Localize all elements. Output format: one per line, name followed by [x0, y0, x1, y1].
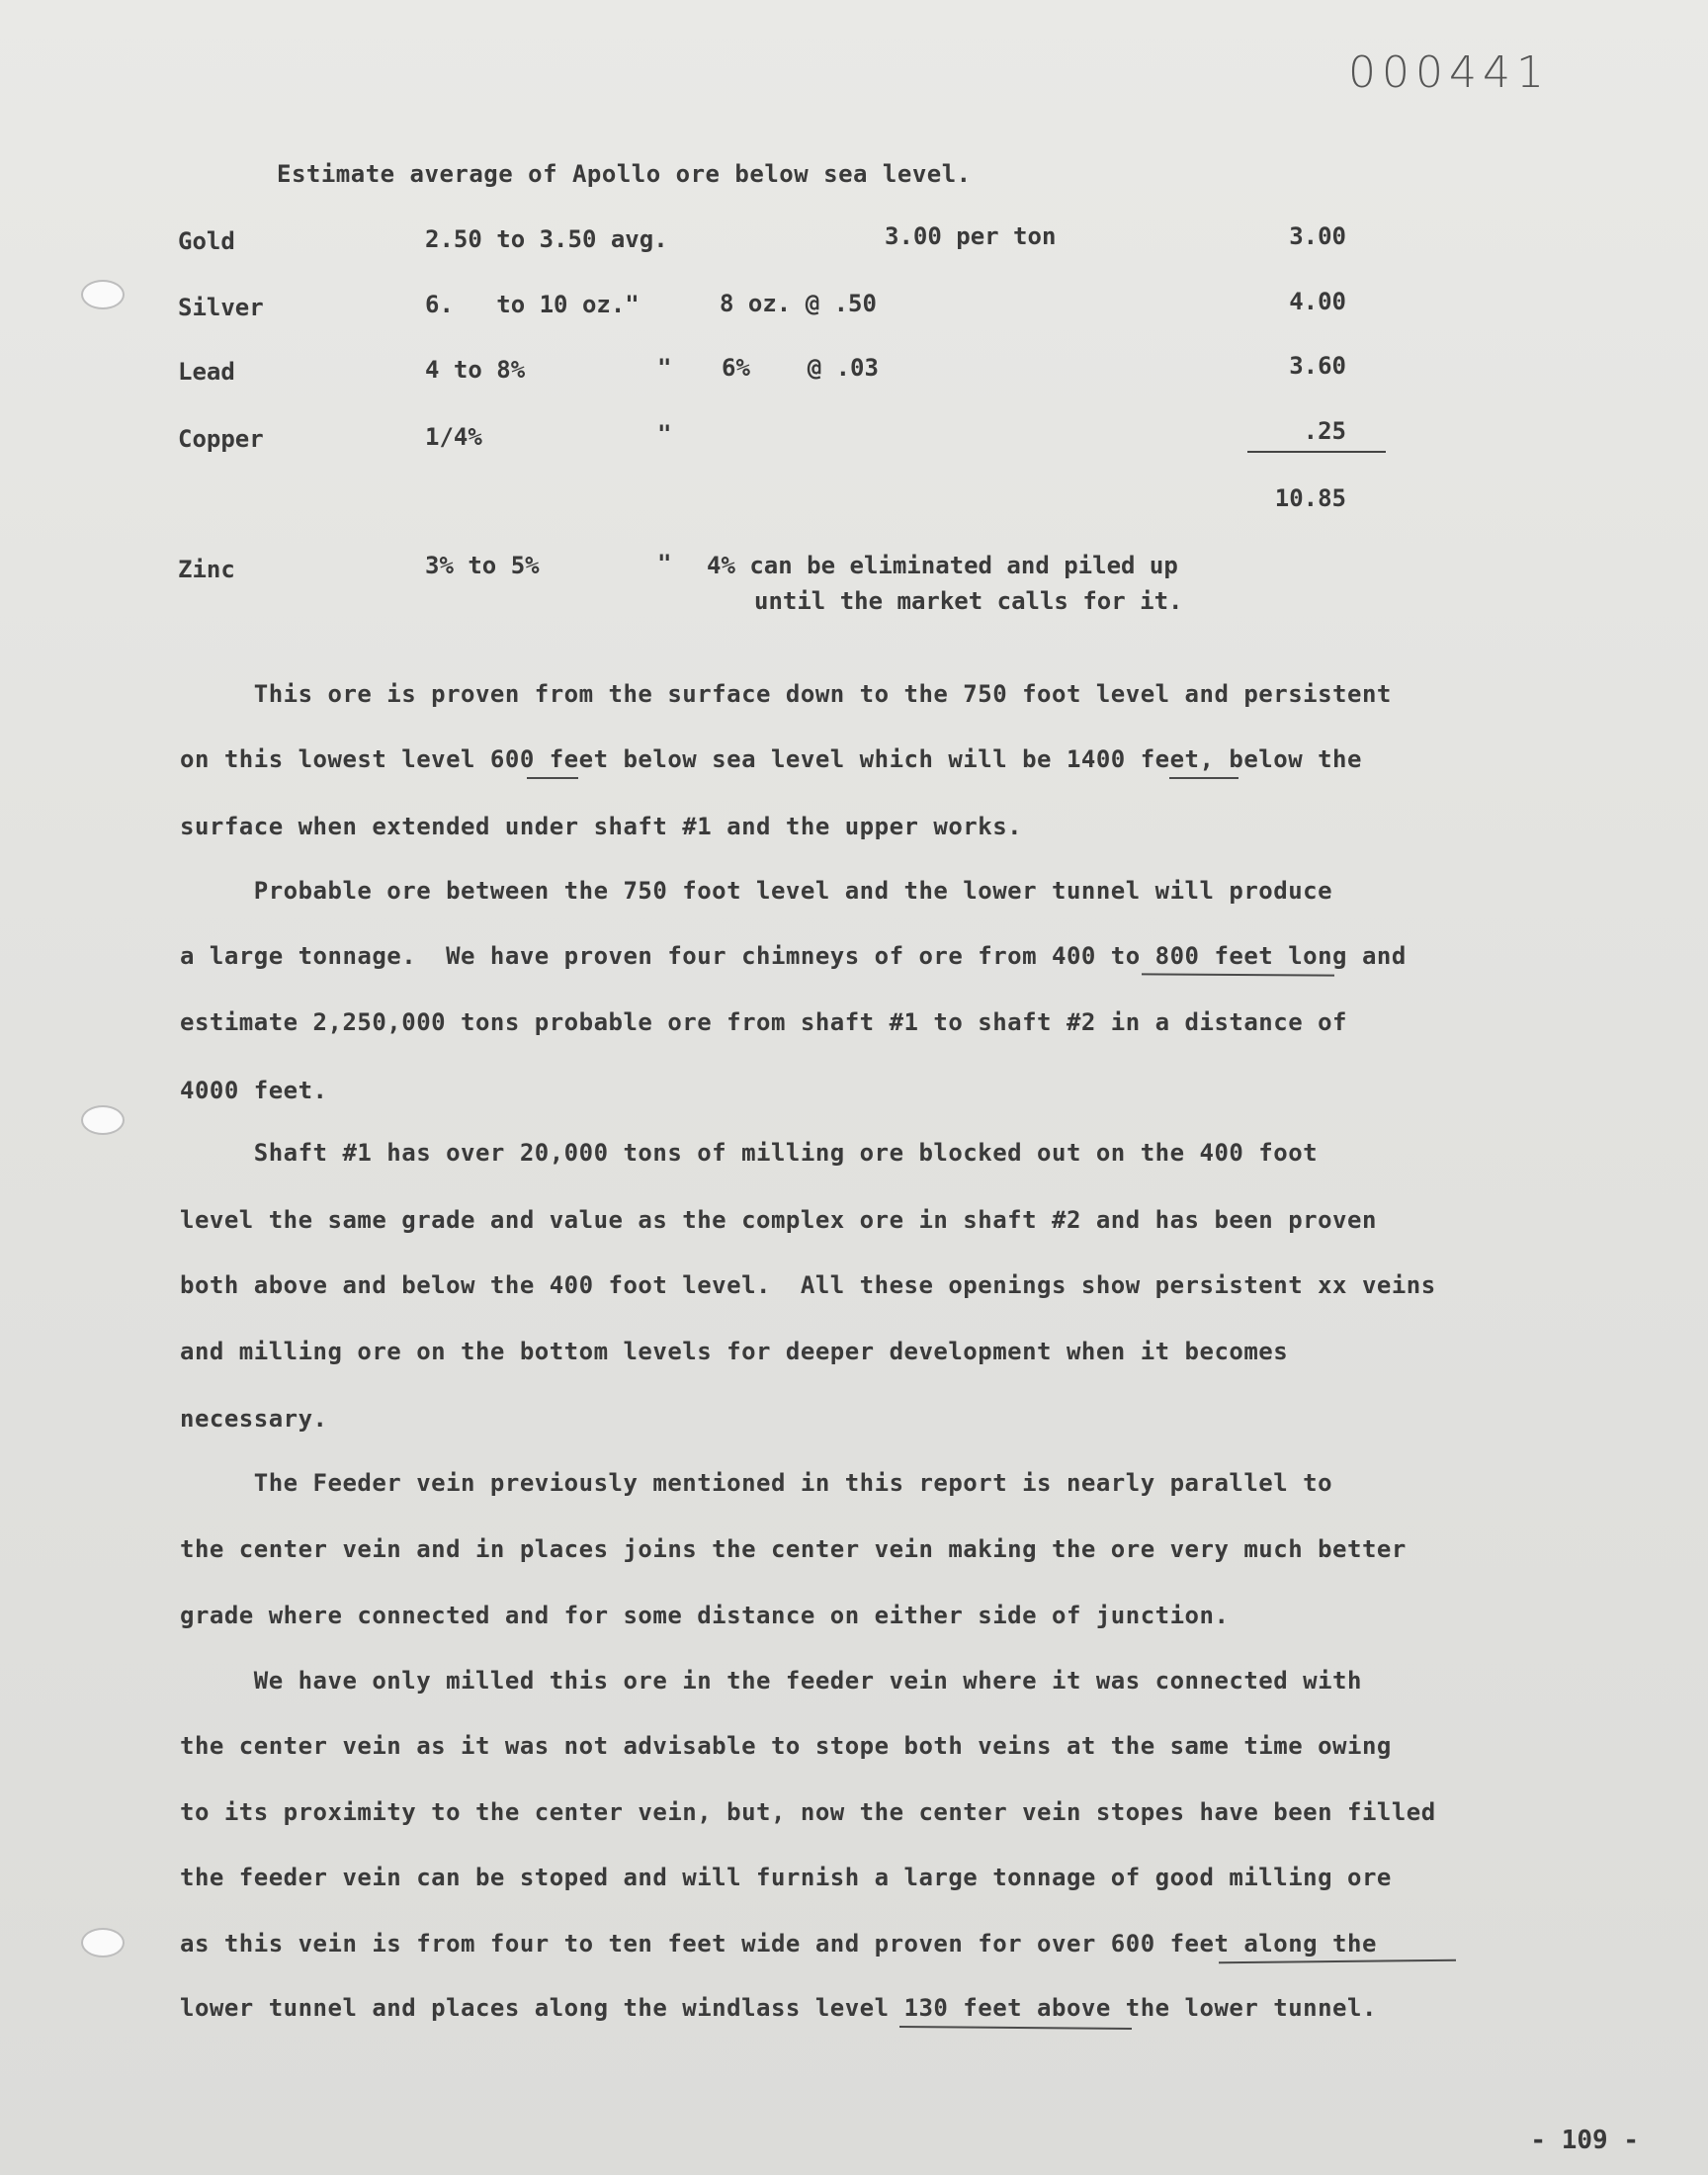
zinc-ditto-mark: " — [657, 550, 672, 577]
body-line: as this vein is from four to ten feet wide and proven for over 600 feet along the — [180, 1930, 1377, 1958]
zinc-range: 3% to 5% — [425, 552, 540, 579]
ore-metal: Copper — [178, 425, 264, 453]
body-line: necessary. — [180, 1405, 328, 1433]
sum-rule — [1247, 451, 1386, 453]
body-line: 4000 feet. — [180, 1077, 328, 1104]
body-line: Shaft #1 has over 20,000 tons of milling ore blocked out on the 400 foot — [180, 1139, 1319, 1167]
handwritten-underline — [527, 777, 578, 779]
ore-range: 2.50 to 3.50 avg. — [425, 225, 668, 253]
body-line: to its proximity to the center vein, but, now the center vein stopes have been filled — [180, 1798, 1436, 1826]
body-line: both above and below the 400 foot level. All these openings show persistent xx veins — [180, 1271, 1436, 1299]
zinc-note-line1: 4% can be eliminated and piled up — [707, 552, 1178, 579]
punch-hole — [81, 1105, 125, 1135]
punch-hole — [81, 280, 125, 309]
ore-ditto-mark: " — [657, 420, 672, 448]
body-line: the center vein and in places joins the center vein making the ore very much better — [180, 1535, 1407, 1563]
body-line: the center vein as it was not advisable to stope both veins at the same time owing — [180, 1732, 1392, 1760]
page-number: - 109 - — [1530, 2126, 1639, 2155]
body-line: Probable ore between the 750 foot level and the lower tunnel will produce — [180, 877, 1333, 905]
ore-total: 10.85 — [1274, 484, 1346, 512]
body-line: and milling ore on the bottom levels for deeper development when it becomes — [180, 1338, 1289, 1365]
ore-metal: Silver — [178, 294, 264, 321]
body-line: on this lowest level 600 feet below sea level which will be 1400 feet, below the — [180, 745, 1362, 773]
ore-range: 1/4% — [425, 423, 482, 451]
body-line: grade where connected and for some distance on either side of junction. — [180, 1602, 1230, 1629]
handwritten-underline — [1142, 973, 1334, 976]
ore-metal: Lead — [178, 358, 235, 386]
punch-hole — [81, 1928, 125, 1958]
body-line: surface when extended under shaft #1 and the upper works. — [180, 813, 1023, 840]
ore-estimate: 3.00 per ton — [885, 222, 1057, 250]
handwritten-underline — [899, 2026, 1132, 2030]
body-line: the feeder vein can be stoped and will furnish a large tonnage of good milling ore — [180, 1864, 1392, 1891]
body-line: We have only milled this ore in the feeder vein where it was connected with — [180, 1667, 1362, 1695]
body-line: lower tunnel and places along the windlass level 130 feet above the lower tunnel. — [180, 1994, 1377, 2022]
ore-metal: Gold — [178, 227, 235, 255]
document-stamp-number: 000441 — [1348, 47, 1550, 98]
ore-ditto-mark: " — [657, 354, 672, 382]
page-heading: Estimate average of Apollo ore below sea level. — [277, 160, 972, 188]
ore-value: 4.00 — [1289, 288, 1346, 315]
zinc-note-line2: until the market calls for it. — [754, 587, 1183, 615]
ore-value: 3.60 — [1289, 352, 1346, 380]
body-line: level the same grade and value as the complex ore in shaft #2 and has been proven — [180, 1206, 1377, 1234]
ore-estimate: 8 oz. @ .50 — [720, 290, 877, 317]
body-line: a large tonnage. We have proven four chimneys of ore from 400 to 800 feet long and — [180, 942, 1407, 970]
handwritten-underline — [1169, 777, 1238, 779]
zinc-metal: Zinc — [178, 556, 235, 583]
ore-range: 6. to 10 oz." — [425, 291, 640, 318]
body-line: estimate 2,250,000 tons probable ore from shaft #1 to shaft #2 in a distance of — [180, 1008, 1347, 1036]
ore-estimate: 6% @ .03 — [722, 354, 879, 382]
ore-value: 3.00 — [1289, 222, 1346, 250]
body-line: This ore is proven from the surface down to the 750 foot level and persistent — [180, 680, 1392, 708]
handwritten-underline — [1219, 1959, 1456, 1964]
ore-range: 4 to 8% — [425, 356, 526, 384]
ore-value: .25 — [1303, 417, 1346, 445]
body-line: The Feeder vein previously mentioned in this report is nearly parallel to — [180, 1469, 1333, 1497]
